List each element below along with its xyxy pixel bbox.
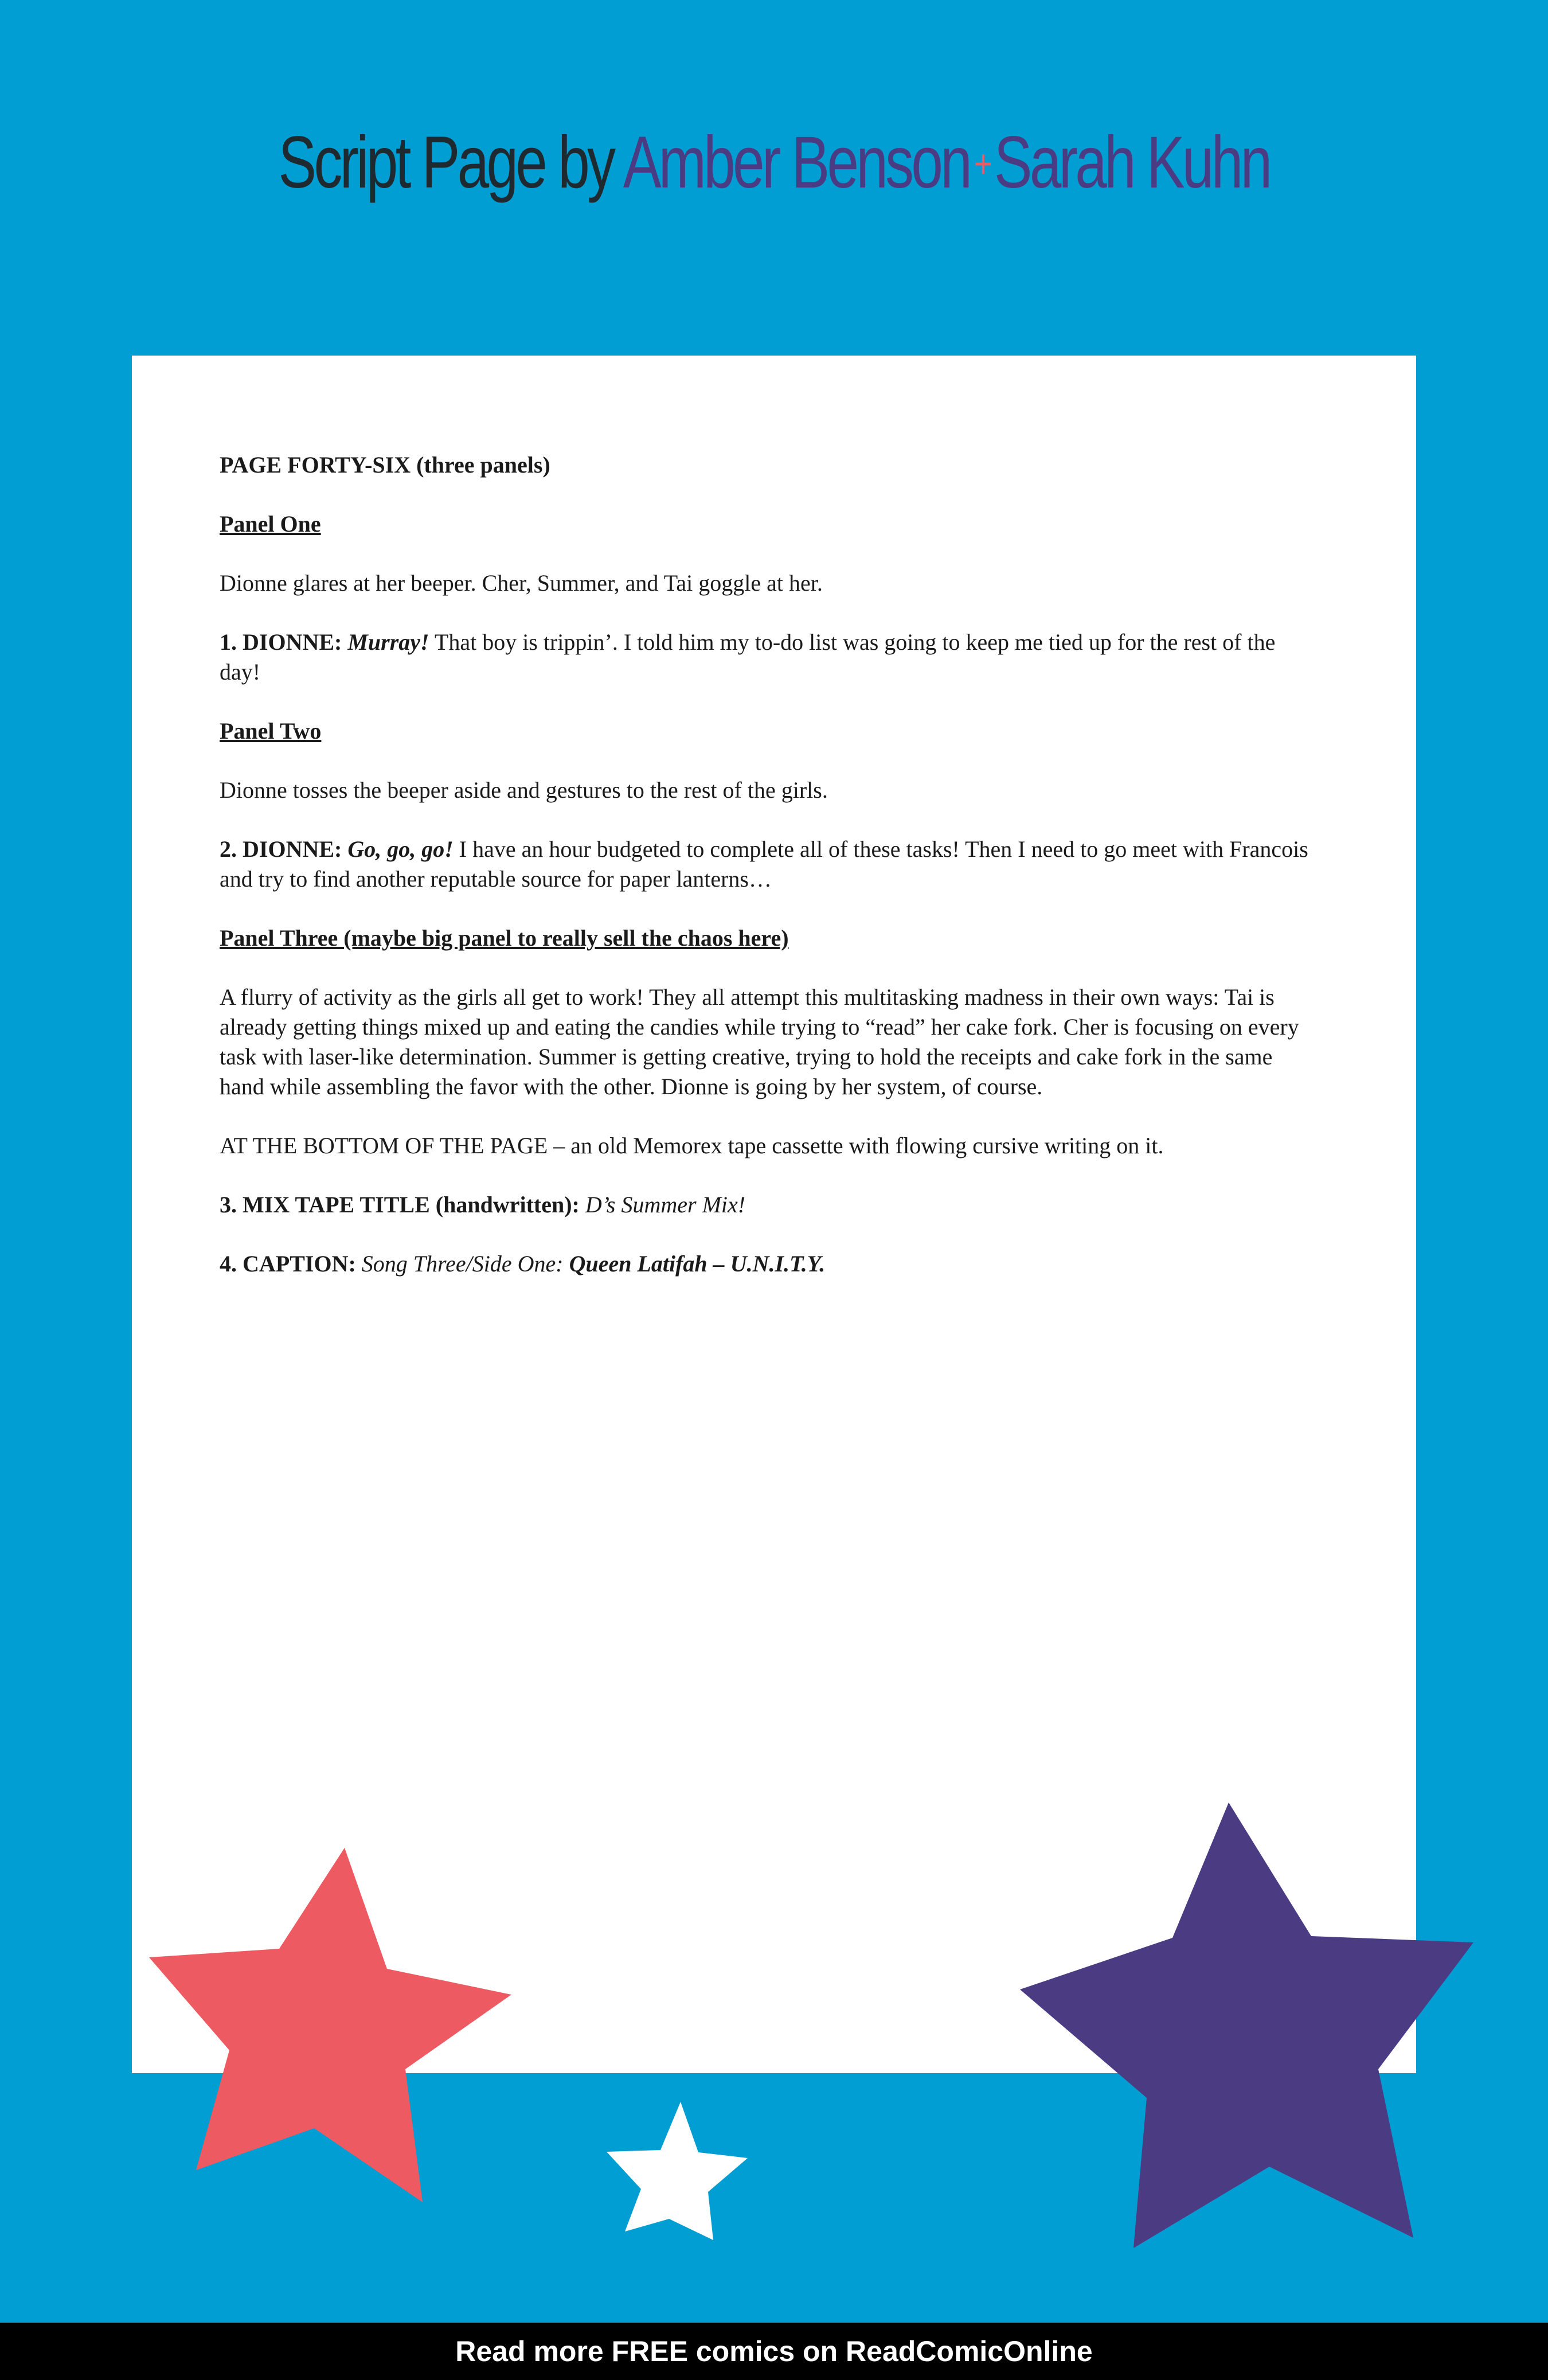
- bottom-note: AT THE BOTTOM OF THE PAGE – an old Memorex tape cassette with flowing cursive writing on it.: [220, 1133, 1164, 1158]
- header-author-1: Amber Benson: [623, 122, 970, 204]
- caption-label: 4. CAPTION:: [220, 1251, 356, 1277]
- panel-two-heading: Panel Two: [220, 718, 322, 744]
- header-prefix: Script Page by: [278, 122, 613, 204]
- dialogue-2-emphasis: Go, go, go!: [347, 836, 454, 862]
- mix-tape-label: 3. MIX TAPE TITLE (handwritten):: [220, 1192, 580, 1218]
- dialogue-1-label: 1. DIONNE:: [220, 629, 342, 655]
- red-star-icon: [149, 1848, 511, 2202]
- panel-one-heading: Panel One: [220, 511, 321, 537]
- panel-three-heading: Panel Three (maybe big panel to really sell the chaos here): [220, 925, 789, 951]
- dialogue-1-text: That boy is trippin’. I told him my to-do list was going to keep me tied up for the rest of the day!: [220, 629, 1276, 685]
- mix-tape-text: D’s Summer Mix!: [585, 1192, 746, 1218]
- panel-one-description: Dionne glares at her beeper. Cher, Summer, and Tai goggle at her.: [220, 570, 823, 596]
- dialogue-2-label: 2. DIONNE:: [220, 836, 342, 862]
- footer-banner: Read more FREE comics on ReadComicOnline: [0, 2323, 1548, 2380]
- white-star-icon: [607, 2102, 748, 2240]
- dialogue-1-emphasis: Murray!: [347, 629, 429, 655]
- panel-two-description: Dionne tosses the beeper aside and gestures to the rest of the girls.: [220, 777, 828, 803]
- caption-emphasis: Queen Latifah – U.N.I.T.Y.: [569, 1251, 826, 1277]
- header-author-2: Sarah Kuhn: [994, 122, 1270, 204]
- panel-three-description: A flurry of activity as the girls all get to work! They all attempt this multitasking madness in their own ways: Tai is already getting things mixed up and eating the candies while trying to “read” her cake fork. Cher is focusing on every task with laser-like determination. Summer is getting creative, trying to hold the receipts and cake fork in the same hand while assembling the favor with the other. Dionne is going by her system, of course.: [220, 984, 1299, 1099]
- page-heading: PAGE FORTY-SIX (three panels): [220, 452, 550, 478]
- dialogue-2-text: I have an hour budgeted to complete all of these tasks! Then I need to go meet with Francois and try to find another reputable source for paper lanterns…: [220, 836, 1308, 892]
- purple-star-icon: [1020, 1802, 1473, 2248]
- caption-text: Song Three/Side One:: [361, 1251, 564, 1277]
- header-separator: +: [974, 141, 990, 186]
